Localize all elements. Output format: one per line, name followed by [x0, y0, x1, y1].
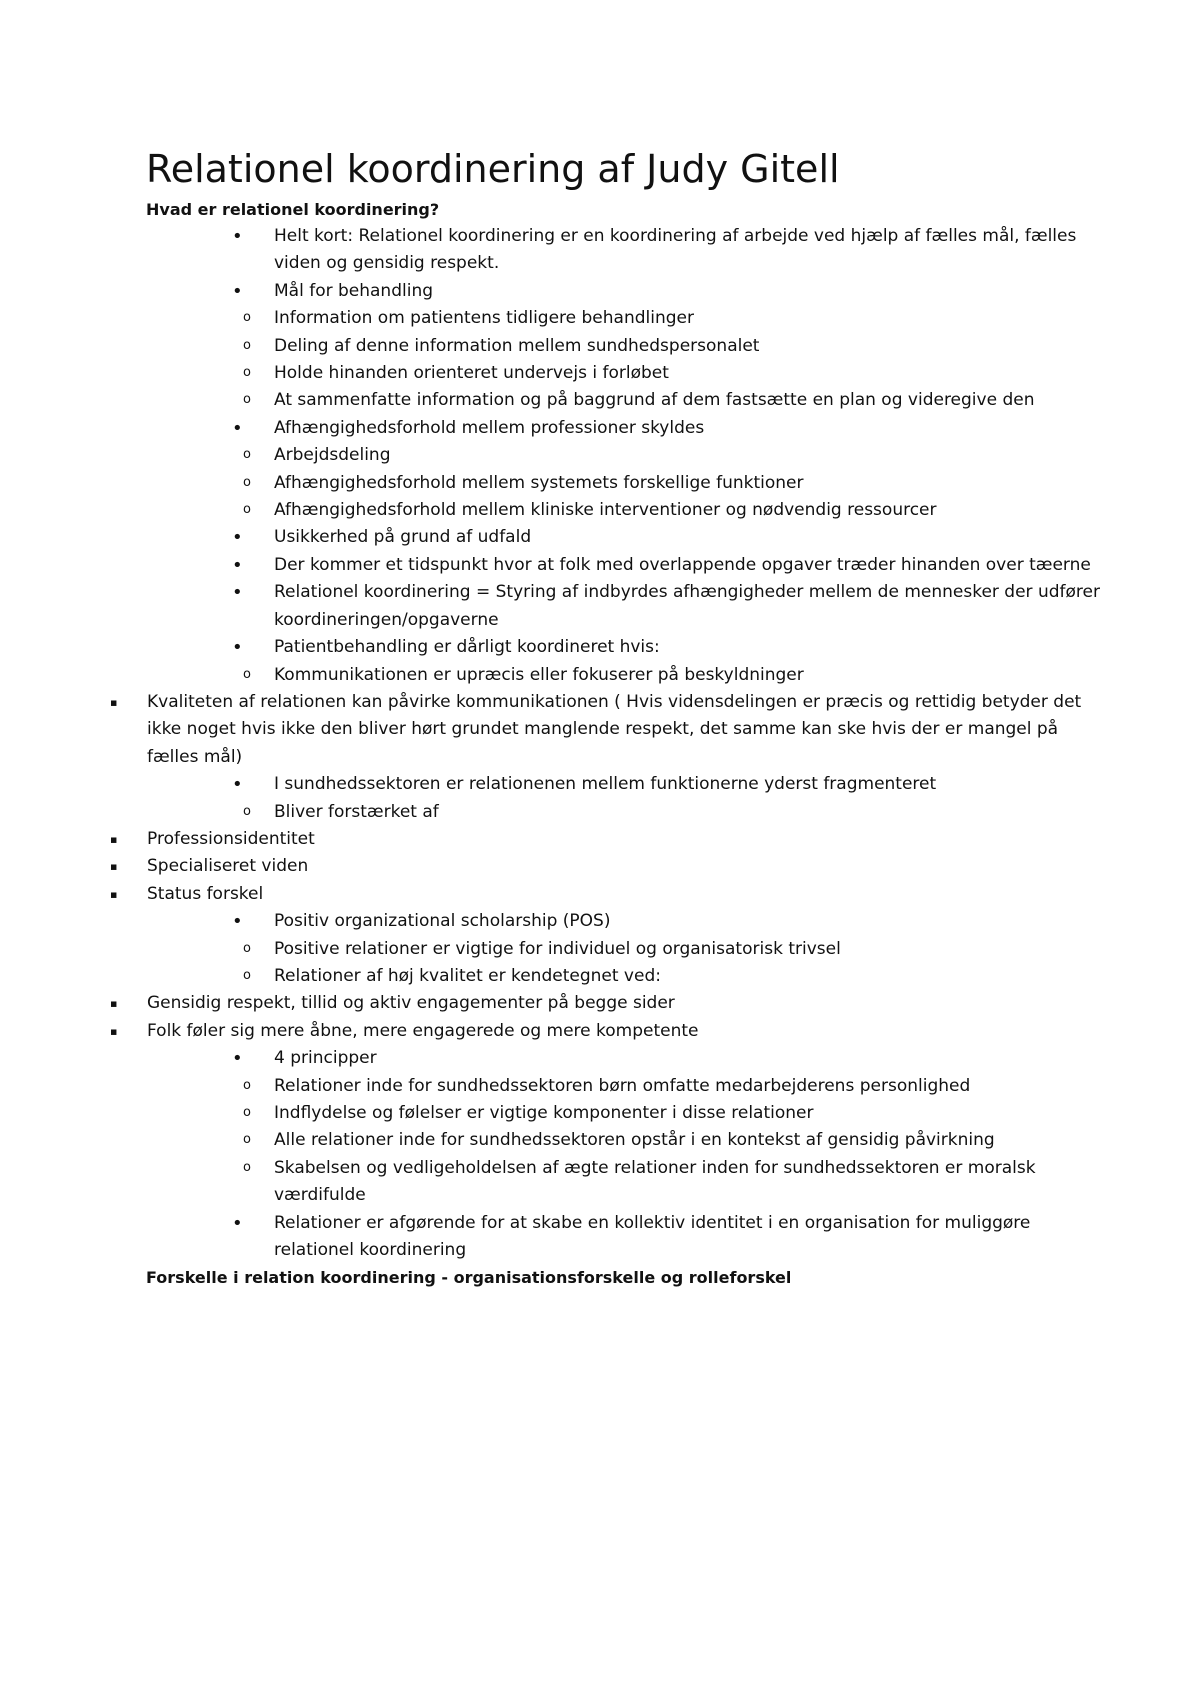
bullet-icon: o	[243, 365, 251, 381]
bullet-icon: •	[232, 1048, 243, 1070]
list-item-text: Afhængighedsforhold mellem systemets forskellige funktioner	[274, 472, 804, 493]
sub-list	[18, 442, 1100, 524]
bullet-icon: o	[243, 1132, 251, 1148]
list-item-text: 4 principper	[274, 1048, 377, 1069]
bullet-icon: o	[243, 392, 251, 408]
list-item-text: Relationer er afgørende for at skabe en kollektiv identitet i en organisation for muliggøre relationel koordinering	[274, 1212, 1031, 1261]
list-item	[0, 990, 1100, 1017]
list-item	[18, 799, 1100, 826]
bullet-icon: •	[232, 417, 243, 439]
list-item	[0, 881, 1100, 908]
list-item-text: Positive relationer er vigtige for individuel og organisatorisk trivsel	[274, 938, 841, 959]
list-item	[18, 387, 1100, 414]
sub-list	[18, 1073, 1100, 1210]
list-item-text: Alle relationer inde for sundhedssektoren opstår i en kontekst af gensidig påvirkning	[274, 1130, 995, 1151]
section-heading: Hvad er relationel koordinering?	[146, 200, 440, 219]
bullet-icon: ▪	[110, 1024, 118, 1038]
bullet-icon: •	[232, 280, 243, 302]
bullet-icon: o	[243, 337, 251, 353]
bullet-icon: •	[232, 554, 243, 576]
list-item-text: Relationel koordinering = Styring af indbyrdes afhængigheder mellem de mennesker der udfører koordineringen/opgaverne	[274, 582, 1100, 630]
bullet-icon: o	[243, 502, 251, 518]
sub-list	[18, 305, 1100, 415]
list-item-text: Indflydelse og følelser er vigtige komponenter i disse relationer	[274, 1103, 814, 1123]
list-item-text: Relationer af høj kvalitet er kendetegnet ved:	[274, 965, 661, 986]
bullet-icon: o	[243, 940, 251, 956]
bullet-icon: o	[243, 310, 251, 326]
bullet-icon: o	[243, 967, 251, 983]
list-item	[0, 826, 1100, 853]
bullet-icon: o	[243, 447, 251, 463]
bullet-icon: •	[232, 774, 243, 796]
list-item	[146, 278, 1100, 305]
bullet-icon: •	[232, 1212, 243, 1234]
list-item-text: Kommunikationen er upræcis eller fokuserer på beskyldninger	[274, 664, 804, 685]
list-item	[18, 963, 1100, 990]
list-item	[0, 1018, 1100, 1045]
bullet-icon: •	[232, 226, 243, 247]
list-item-text: Specialiseret viden	[147, 856, 309, 877]
list-item	[146, 1045, 1100, 1072]
list-item-text: Deling af denne information mellem sundhedspersonalet	[274, 335, 760, 356]
list-item	[146, 908, 1100, 935]
bullet-icon: •	[232, 637, 243, 659]
document-title: Relationel koordinering af Judy Gitell	[146, 147, 840, 191]
list-item	[146, 415, 1100, 442]
list-item-text: Kvaliteten af relationen kan påvirke kommunikationen ( Hvis vidensdelingen er præcis og rettidig betyder det ikke noget hvis ikke den bliver hørt grundet manglende respekt, det samme kan ske hvis der er mangel på fælles mål)	[147, 691, 1082, 767]
list-item	[18, 936, 1100, 963]
bullet-icon: o	[243, 666, 251, 682]
list-item-text: Holde hinanden orienteret undervejs i forløbet	[274, 363, 669, 384]
list-item	[146, 634, 1100, 661]
list-item	[0, 853, 1100, 880]
list-item	[146, 579, 1100, 634]
list-item	[18, 662, 1100, 689]
list-item-text: At sammenfatte information og på baggrund af dem fastsætte en plan og videregive den	[274, 390, 1035, 411]
list-item	[18, 497, 1100, 524]
list-item-text: Gensidig respekt, tillid og aktiv engagementer på begge sider	[147, 993, 675, 1014]
list-item-text: Arbejdsdeling	[274, 445, 391, 466]
list-item	[0, 689, 1100, 771]
list-item-text: Relationer inde for sundhedssektoren børn omfatte medarbejderens personlighed	[274, 1075, 971, 1096]
list-item-text: Bliver forstærket af	[274, 801, 439, 822]
bullet-icon: o	[243, 474, 251, 490]
bullet-icon: ▪	[110, 695, 118, 709]
list-item	[18, 1073, 1100, 1100]
list-item-text: Afhængighedsforhold mellem kliniske interventioner og nødvendig ressourcer	[274, 500, 937, 521]
bullet-icon: o	[243, 803, 251, 819]
bullet-icon: o	[243, 1159, 251, 1175]
list-item	[18, 360, 1100, 387]
list-item	[18, 1127, 1100, 1154]
sub-list	[0, 689, 1100, 771]
list-item-text: Mål for behandling	[274, 280, 434, 301]
list-item-text: Folk føler sig mere åbne, mere engagerede og mere kompetente	[147, 1020, 699, 1041]
bullet-icon: o	[243, 1105, 251, 1120]
list-item	[146, 771, 1100, 798]
list-item-text: Afhængighedsforhold mellem professioner skyldes	[274, 417, 705, 438]
sub-list	[0, 826, 1100, 908]
bullet-icon: ▪	[110, 997, 118, 1011]
list-item-text: Der kommer et tidspunkt hvor at folk med overlappende opgaver træder hinanden over tæerne	[274, 554, 1091, 575]
sub-list	[0, 990, 1100, 1045]
list-item	[18, 305, 1100, 332]
list-item	[146, 223, 1100, 278]
list-item	[146, 1210, 1100, 1265]
sub-list	[18, 799, 1100, 909]
list-item-text: Patientbehandling er dårligt koordineret hvis:	[274, 637, 660, 658]
bullet-icon: •	[232, 911, 243, 933]
list-item-text: Status forskel	[147, 883, 264, 904]
section-heading-2: Forskelle i relation koordinering - organisationsforskelle og rolleforskel	[146, 1268, 792, 1288]
bullet-icon: •	[232, 527, 243, 549]
bullet-icon: o	[243, 1077, 251, 1093]
list-item	[18, 442, 1100, 469]
list-item-text: I sundhedssektoren er relationenen mellem funktionerne yderst fragmenteret	[274, 774, 937, 795]
list-item	[18, 470, 1100, 497]
sub-list	[18, 936, 1100, 1046]
list-item	[18, 1100, 1100, 1127]
list-item-text: Helt kort: Relationel koordinering er en koordinering af arbejde ved hjælp af fælles mål, fælles viden og gensidig respekt.	[274, 226, 1077, 274]
list-item	[146, 552, 1100, 579]
outline-list	[110, 223, 1100, 1264]
list-item	[18, 1155, 1100, 1210]
bullet-icon: ▪	[110, 832, 118, 846]
bullet-icon: ▪	[110, 860, 118, 874]
list-item-text: Usikkerhed på grund af udfald	[274, 527, 532, 548]
list-item-text: Professionsidentitet	[147, 828, 315, 849]
bullet-icon: •	[232, 582, 243, 604]
sub-list	[18, 662, 1100, 772]
list-item-text: Positiv organizational scholarship (POS)	[274, 911, 611, 932]
list-item-text: Skabelsen og vedligeholdelsen af ægte relationer inden for sundhedssektoren er moralsk værdifulde	[274, 1157, 1036, 1206]
list-item	[146, 524, 1100, 551]
list-item-text: Information om patientens tidligere behandlinger	[274, 308, 694, 329]
list-item	[18, 333, 1100, 360]
bullet-icon: ▪	[110, 887, 118, 901]
